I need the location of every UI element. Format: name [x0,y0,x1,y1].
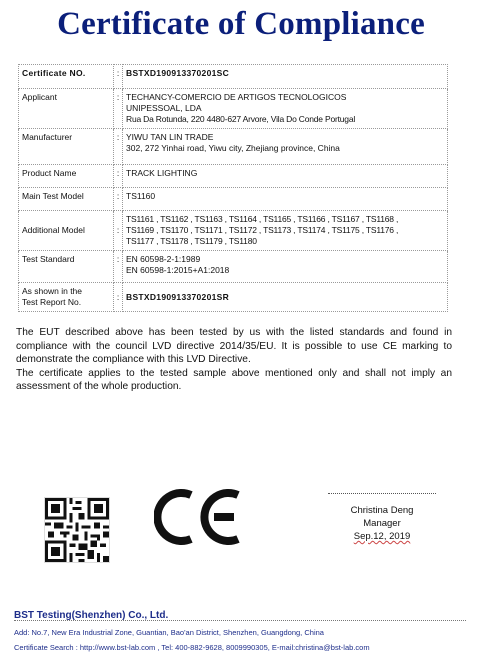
model-line: TS1161 , TS1162 , TS1163 , TS1164 , TS1165 , TS1166 , TS1167 , TS1168 , [126,214,399,224]
compliance-statement [16,326,452,394]
report-no-value: BSTXD190913370201SR [123,283,448,312]
table-row [19,165,448,188]
cert-no-value: BSTXD190913370201SC [123,65,448,89]
colon: : [114,283,123,312]
model-line: TS1177 , TS1178 , TS1179 , TS1180 [126,236,257,246]
company-address: Add: No.7, New Era Industrial Zone, Guantian, Bao'an District, Shenzhen, Guangdong, China [14,628,324,637]
colon: : [114,251,123,283]
signer-name: Christina Deng [350,505,414,516]
page-title: Certificate of Compliance [57,6,425,42]
manufacturer-line: 302, 272 Yinhai road, Yiwu city, Zhejiang province, China [126,143,340,153]
certificate-search-info: Certificate Search : http://www.bst-lab.com , Tel: 400-882-9628, 8009990305, E-mail:christina@bst-lab.com [14,643,370,652]
applicant-label: Applicant [19,89,114,129]
table-row [19,89,448,129]
table-row [19,211,448,251]
table-row [19,251,448,283]
table-row [19,188,448,211]
statement-paragraph: The EUT described above has been tested by us with the listed standards and found in compliance with the council LVD directive 2014/35/EU. It is possible to use CE marking to demonstrate the compliance with this LVD Directive. [16,327,452,365]
signer-role: Manager [363,518,401,529]
cert-no-label: Certificate NO. [19,65,114,89]
colon: : [114,211,123,251]
certificate-table [18,64,448,312]
colon: : [114,89,123,129]
signature-date: Sep.12, 2019 [353,531,411,542]
applicant-line: TECHANCY-COMERCIO DE ARTIGOS TECNOLOGICOS [126,92,347,102]
report-label-line: Test Report No. [22,297,82,307]
company-name: BST Testing(Shenzhen) Co., Ltd. [14,610,169,621]
applicant-line: UNIPESSOAL, LDA [126,103,202,113]
colon: : [114,165,123,188]
additional-model-value [123,211,448,251]
applicant-line: Rua Da Rotunda, 220 4480-627 Arvore, Vila Do Conde Portugal [126,114,356,124]
report-no-label [19,283,114,312]
main-test-model-value: TS1160 [123,188,448,211]
manufacturer-value [123,129,448,165]
main-test-model-label: Main Test Model [19,188,114,211]
product-name-label: Product Name [19,165,114,188]
standard-line: EN 60598-2-1:1989 [126,254,201,264]
model-line: TS1169 , TS1170 , TS1171 , TS1172 , TS1173 , TS1174 , TS1175 , TS1176 , [126,225,399,235]
manufacturer-label: Manufacturer [19,129,114,165]
test-standard-value [123,251,448,283]
qr-code-icon [44,497,110,563]
product-name-value: TRACK LIGHTING [123,165,448,188]
colon: : [114,65,123,89]
footer-divider [14,620,466,621]
colon: : [114,129,123,165]
table-row [19,65,448,89]
ce-mark-icon [154,487,244,547]
manufacturer-line: YIWU TAN LIN TRADE [126,132,214,142]
applicant-value [123,89,448,129]
table-row [19,129,448,165]
colon: : [114,188,123,211]
table-row [19,283,448,312]
signature-line [328,493,436,494]
statement-paragraph: The certificate applies to the tested sample above mentioned only and shall not imply an assessment of the whole production. [16,367,452,392]
test-standard-label: Test Standard [19,251,114,283]
additional-model-label: Additional Model [19,211,114,251]
report-label-line: As shown in the [22,286,83,296]
signature-block [328,493,436,543]
standard-line: EN 60598-1:2015+A1:2018 [126,265,230,275]
